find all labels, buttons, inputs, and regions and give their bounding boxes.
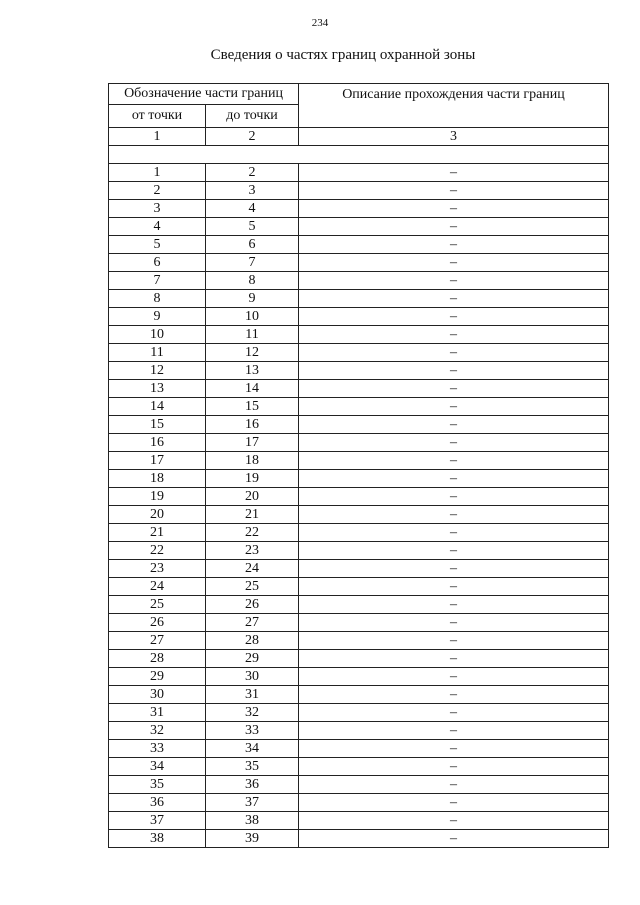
table-row xyxy=(109,254,609,272)
to-point-cell: 18 xyxy=(206,452,299,470)
table-row xyxy=(109,560,609,578)
to-point-cell: 16 xyxy=(206,416,299,434)
to-point-cell: 39 xyxy=(206,830,299,848)
from-point-cell: 25 xyxy=(109,596,206,614)
from-point-cell: 37 xyxy=(109,812,206,830)
from-point-cell: 22 xyxy=(109,542,206,560)
from-point-cell: 9 xyxy=(109,308,206,326)
description-cell: – xyxy=(299,542,609,560)
description-cell: – xyxy=(299,758,609,776)
to-point-cell: 24 xyxy=(206,560,299,578)
from-point-cell: 20 xyxy=(109,506,206,524)
description-cell: – xyxy=(299,254,609,272)
to-point-cell: 11 xyxy=(206,326,299,344)
to-point-cell: 27 xyxy=(206,614,299,632)
table-header xyxy=(109,84,609,164)
table-row xyxy=(109,470,609,488)
table-row xyxy=(109,812,609,830)
table-row xyxy=(109,452,609,470)
from-point-cell: 13 xyxy=(109,380,206,398)
to-point-cell: 35 xyxy=(206,758,299,776)
to-point-cell: 14 xyxy=(206,380,299,398)
to-point-cell: 36 xyxy=(206,776,299,794)
table-row xyxy=(109,758,609,776)
table-row xyxy=(109,290,609,308)
to-point-cell: 29 xyxy=(206,650,299,668)
from-point-cell: 33 xyxy=(109,740,206,758)
to-point-cell: 6 xyxy=(206,236,299,254)
column-number-2: 2 xyxy=(206,128,299,146)
description-cell: – xyxy=(299,308,609,326)
description-cell: – xyxy=(299,164,609,182)
to-point-cell: 30 xyxy=(206,668,299,686)
boundary-parts-table xyxy=(108,83,609,848)
table-row xyxy=(109,578,609,596)
description-cell: – xyxy=(299,578,609,596)
description-cell: – xyxy=(299,524,609,542)
to-point-cell: 7 xyxy=(206,254,299,272)
from-point-cell: 31 xyxy=(109,704,206,722)
description-cell: – xyxy=(299,830,609,848)
from-point-cell: 16 xyxy=(109,434,206,452)
to-point-cell: 23 xyxy=(206,542,299,560)
column-number-row xyxy=(109,128,609,146)
table-body xyxy=(109,164,609,848)
description-cell: – xyxy=(299,200,609,218)
table-row xyxy=(109,362,609,380)
from-point-cell: 15 xyxy=(109,416,206,434)
from-point-cell: 30 xyxy=(109,686,206,704)
from-point-cell: 3 xyxy=(109,200,206,218)
description-cell: – xyxy=(299,434,609,452)
table-row xyxy=(109,596,609,614)
from-point-cell: 7 xyxy=(109,272,206,290)
table-row xyxy=(109,632,609,650)
to-point-cell: 5 xyxy=(206,218,299,236)
table-row xyxy=(109,614,609,632)
table-row xyxy=(109,416,609,434)
to-point-cell: 31 xyxy=(206,686,299,704)
description-cell: – xyxy=(299,380,609,398)
description-cell: – xyxy=(299,344,609,362)
description-cell: – xyxy=(299,398,609,416)
column-number-1: 1 xyxy=(109,128,206,146)
description-cell: – xyxy=(299,506,609,524)
to-point-cell: 3 xyxy=(206,182,299,200)
from-point-cell: 36 xyxy=(109,794,206,812)
description-cell: – xyxy=(299,722,609,740)
to-point-cell: 8 xyxy=(206,272,299,290)
header-boundary-part-designation: Обозначение части границ xyxy=(109,84,299,105)
from-point-cell: 27 xyxy=(109,632,206,650)
description-cell: – xyxy=(299,740,609,758)
description-cell: – xyxy=(299,614,609,632)
table-row xyxy=(109,704,609,722)
table-row xyxy=(109,524,609,542)
description-cell: – xyxy=(299,596,609,614)
from-point-cell: 5 xyxy=(109,236,206,254)
to-point-cell: 25 xyxy=(206,578,299,596)
description-cell: – xyxy=(299,794,609,812)
to-point-cell: 4 xyxy=(206,200,299,218)
description-cell: – xyxy=(299,650,609,668)
to-point-cell: 37 xyxy=(206,794,299,812)
table-row xyxy=(109,344,609,362)
from-point-cell: 14 xyxy=(109,398,206,416)
description-cell: – xyxy=(299,218,609,236)
description-cell: – xyxy=(299,686,609,704)
empty-separator-row xyxy=(109,146,609,164)
table-row xyxy=(109,236,609,254)
to-point-cell: 19 xyxy=(206,470,299,488)
table-row xyxy=(109,506,609,524)
from-point-cell: 18 xyxy=(109,470,206,488)
table-row xyxy=(109,398,609,416)
to-point-cell: 15 xyxy=(206,398,299,416)
table-row xyxy=(109,650,609,668)
description-cell: – xyxy=(299,182,609,200)
table-row xyxy=(109,326,609,344)
table-row xyxy=(109,686,609,704)
description-cell: – xyxy=(299,290,609,308)
description-cell: – xyxy=(299,632,609,650)
empty-separator-cell xyxy=(109,146,609,164)
to-point-cell: 2 xyxy=(206,164,299,182)
from-point-cell: 24 xyxy=(109,578,206,596)
column-number-3: 3 xyxy=(299,128,609,146)
to-point-cell: 22 xyxy=(206,524,299,542)
page-number: 234 xyxy=(311,17,329,29)
description-cell: – xyxy=(299,272,609,290)
description-cell: – xyxy=(299,488,609,506)
page-title: Сведения о частях границ охранной зоны xyxy=(210,47,476,63)
to-point-cell: 32 xyxy=(206,704,299,722)
from-point-cell: 4 xyxy=(109,218,206,236)
description-cell: – xyxy=(299,326,609,344)
from-point-cell: 17 xyxy=(109,452,206,470)
to-point-cell: 9 xyxy=(206,290,299,308)
from-point-cell: 21 xyxy=(109,524,206,542)
description-cell: – xyxy=(299,362,609,380)
from-point-cell: 2 xyxy=(109,182,206,200)
table-row xyxy=(109,830,609,848)
from-point-cell: 28 xyxy=(109,650,206,668)
description-cell: – xyxy=(299,452,609,470)
description-cell: – xyxy=(299,236,609,254)
description-cell: – xyxy=(299,470,609,488)
to-point-cell: 33 xyxy=(206,722,299,740)
table-row xyxy=(109,776,609,794)
description-cell: – xyxy=(299,812,609,830)
table-row xyxy=(109,200,609,218)
to-point-cell: 13 xyxy=(206,362,299,380)
table-row xyxy=(109,542,609,560)
table-row xyxy=(109,182,609,200)
from-point-cell: 26 xyxy=(109,614,206,632)
table-row xyxy=(109,380,609,398)
to-point-cell: 26 xyxy=(206,596,299,614)
from-point-cell: 32 xyxy=(109,722,206,740)
table-row xyxy=(109,722,609,740)
to-point-cell: 10 xyxy=(206,308,299,326)
description-cell: – xyxy=(299,560,609,578)
table-row xyxy=(109,164,609,182)
table-row xyxy=(109,488,609,506)
to-point-cell: 20 xyxy=(206,488,299,506)
header-to-point: до точки xyxy=(206,105,299,128)
description-cell: – xyxy=(299,776,609,794)
from-point-cell: 6 xyxy=(109,254,206,272)
from-point-cell: 29 xyxy=(109,668,206,686)
from-point-cell: 19 xyxy=(109,488,206,506)
from-point-cell: 35 xyxy=(109,776,206,794)
description-cell: – xyxy=(299,668,609,686)
table-row xyxy=(109,434,609,452)
to-point-cell: 21 xyxy=(206,506,299,524)
table-row xyxy=(109,740,609,758)
description-cell: – xyxy=(299,704,609,722)
to-point-cell: 17 xyxy=(206,434,299,452)
from-point-cell: 12 xyxy=(109,362,206,380)
from-point-cell: 38 xyxy=(109,830,206,848)
to-point-cell: 38 xyxy=(206,812,299,830)
from-point-cell: 34 xyxy=(109,758,206,776)
from-point-cell: 23 xyxy=(109,560,206,578)
from-point-cell: 1 xyxy=(109,164,206,182)
from-point-cell: 10 xyxy=(109,326,206,344)
table-row xyxy=(109,218,609,236)
header-description: Описание прохождения части границ xyxy=(299,84,609,128)
to-point-cell: 28 xyxy=(206,632,299,650)
description-cell: – xyxy=(299,416,609,434)
table-row xyxy=(109,794,609,812)
table-row xyxy=(109,668,609,686)
from-point-cell: 11 xyxy=(109,344,206,362)
to-point-cell: 12 xyxy=(206,344,299,362)
table-row xyxy=(109,308,609,326)
table-row xyxy=(109,272,609,290)
header-from-point: от точки xyxy=(109,105,206,128)
from-point-cell: 8 xyxy=(109,290,206,308)
to-point-cell: 34 xyxy=(206,740,299,758)
